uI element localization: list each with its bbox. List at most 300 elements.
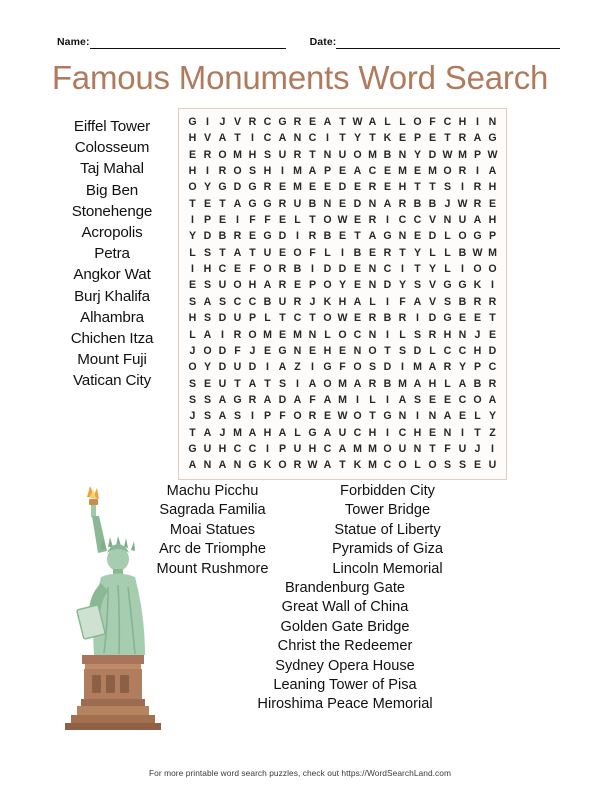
grid-cell[interactable]: C — [293, 312, 302, 325]
grid-cell[interactable]: H — [458, 115, 467, 128]
grid-cell[interactable]: A — [188, 459, 197, 472]
grid-cell[interactable]: O — [188, 181, 197, 194]
grid-cell[interactable]: R — [443, 361, 452, 374]
grid-cell[interactable]: E — [338, 344, 347, 357]
grid-cell[interactable]: T — [234, 377, 241, 390]
grid-cell[interactable]: N — [398, 410, 407, 423]
grid-cell[interactable]: B — [428, 197, 437, 210]
grid-cell[interactable]: M — [293, 181, 302, 194]
grid-cell[interactable]: M — [353, 443, 362, 456]
grid-cell[interactable]: E — [308, 181, 317, 194]
grid-cell[interactable]: U — [278, 295, 287, 308]
grid-cell[interactable]: Y — [413, 246, 422, 259]
grid-cell[interactable]: O — [233, 164, 242, 177]
grid-cell[interactable]: E — [473, 459, 482, 472]
grid-cell[interactable]: T — [339, 132, 346, 145]
grid-cell[interactable]: O — [413, 115, 422, 128]
grid-cell[interactable]: J — [219, 115, 226, 128]
grid-cell[interactable]: S — [188, 377, 197, 390]
grid-cell[interactable]: A — [263, 279, 272, 292]
grid-cell[interactable]: S — [443, 181, 452, 194]
grid-cell[interactable]: R — [428, 328, 437, 341]
grid-cell[interactable]: T — [219, 246, 226, 259]
grid-cell[interactable]: R — [293, 115, 302, 128]
grid-cell[interactable]: E — [413, 230, 422, 243]
grid-cell[interactable]: A — [233, 246, 242, 259]
grid-cell[interactable]: P — [248, 312, 257, 325]
grid-cell[interactable]: T — [234, 132, 241, 145]
grid-cell[interactable]: T — [339, 459, 346, 472]
grid-cell[interactable]: M — [413, 361, 422, 374]
grid-cell[interactable]: A — [368, 230, 377, 243]
grid-cell[interactable]: G — [488, 132, 497, 145]
grid-cell[interactable]: L — [369, 295, 376, 308]
grid-cell[interactable]: R — [233, 230, 242, 243]
grid-cell[interactable]: T — [414, 181, 421, 194]
grid-cell[interactable]: I — [476, 164, 479, 177]
grid-cell[interactable]: Z — [489, 426, 496, 439]
grid-cell[interactable]: I — [221, 328, 224, 341]
grid-cell[interactable]: O — [323, 279, 332, 292]
grid-cell[interactable]: O — [473, 393, 482, 406]
grid-cell[interactable]: M — [428, 164, 437, 177]
grid-cell[interactable]: F — [264, 214, 271, 227]
grid-cell[interactable]: V — [428, 295, 437, 308]
word-search-grid[interactable] — [179, 109, 506, 479]
grid-cell[interactable]: S — [218, 295, 227, 308]
grid-cell[interactable]: Y — [413, 148, 422, 161]
grid-cell[interactable]: L — [324, 246, 331, 259]
grid-cell[interactable]: A — [413, 295, 422, 308]
grid-cell[interactable]: E — [428, 132, 437, 145]
grid-cell[interactable]: M — [293, 328, 302, 341]
grid-cell[interactable]: O — [323, 377, 332, 390]
grid-cell[interactable]: H — [323, 344, 332, 357]
grid-cell[interactable]: E — [338, 230, 347, 243]
grid-cell[interactable]: G — [323, 361, 332, 374]
grid-cell[interactable]: E — [323, 181, 332, 194]
grid-cell[interactable]: U — [218, 377, 227, 390]
grid-cell[interactable]: I — [296, 377, 299, 390]
grid-cell[interactable]: O — [488, 263, 497, 276]
grid-cell[interactable]: O — [353, 148, 362, 161]
grid-cell[interactable]: I — [476, 115, 479, 128]
grid-cell[interactable]: R — [203, 148, 212, 161]
grid-cell[interactable]: G — [473, 230, 482, 243]
grid-cell[interactable]: O — [473, 263, 482, 276]
grid-cell[interactable]: C — [398, 426, 407, 439]
grid-cell[interactable]: U — [233, 312, 242, 325]
grid-cell[interactable]: M — [338, 377, 347, 390]
grid-cell[interactable]: N — [368, 279, 377, 292]
grid-cell[interactable]: W — [457, 197, 468, 210]
grid-cell[interactable]: B — [458, 246, 467, 259]
grid-cell[interactable]: E — [323, 410, 332, 423]
grid-cell[interactable]: O — [428, 459, 437, 472]
grid-cell[interactable]: L — [429, 344, 436, 357]
grid-cell[interactable]: W — [337, 410, 348, 423]
grid-cell[interactable]: L — [429, 246, 436, 259]
grid-cell[interactable]: W — [352, 115, 363, 128]
grid-cell[interactable]: E — [338, 197, 347, 210]
grid-cell[interactable]: T — [354, 230, 361, 243]
grid-cell[interactable]: T — [429, 181, 436, 194]
grid-cell[interactable]: L — [384, 115, 391, 128]
grid-cell[interactable]: P — [488, 230, 497, 243]
grid-cell[interactable]: T — [309, 214, 316, 227]
grid-cell[interactable]: P — [413, 132, 422, 145]
grid-cell[interactable]: C — [383, 459, 392, 472]
grid-cell[interactable]: E — [248, 230, 257, 243]
grid-cell[interactable]: I — [191, 263, 194, 276]
grid-cell[interactable]: L — [294, 214, 301, 227]
grid-cell[interactable]: I — [266, 443, 269, 456]
grid-cell[interactable]: P — [473, 148, 482, 161]
grid-cell[interactable]: R — [218, 164, 227, 177]
grid-cell[interactable]: R — [473, 181, 482, 194]
grid-cell[interactable]: S — [398, 344, 407, 357]
grid-cell[interactable]: O — [353, 361, 362, 374]
grid-cell[interactable]: Y — [428, 263, 437, 276]
grid-cell[interactable]: A — [488, 164, 497, 177]
grid-cell[interactable]: E — [308, 344, 317, 357]
grid-cell[interactable]: U — [278, 148, 287, 161]
grid-cell[interactable]: M — [263, 328, 272, 341]
grid-cell[interactable]: S — [188, 295, 197, 308]
grid-cell[interactable]: M — [368, 459, 377, 472]
grid-cell[interactable]: S — [443, 459, 452, 472]
grid-cell[interactable]: R — [383, 246, 392, 259]
grid-cell[interactable]: D — [203, 230, 212, 243]
grid-cell[interactable]: A — [353, 295, 362, 308]
grid-cell[interactable]: C — [263, 115, 272, 128]
grid-cell[interactable]: R — [368, 214, 377, 227]
grid-cell[interactable]: J — [474, 328, 481, 341]
grid-cell[interactable]: G — [443, 312, 452, 325]
grid-cell[interactable]: H — [488, 214, 497, 227]
grid-cell[interactable]: B — [383, 148, 392, 161]
grid-cell[interactable]: D — [428, 148, 437, 161]
grid-cell[interactable]: O — [383, 443, 392, 456]
grid-cell[interactable]: I — [386, 393, 389, 406]
grid-cell[interactable]: R — [398, 312, 407, 325]
grid-cell[interactable]: T — [474, 426, 481, 439]
grid-cell[interactable]: I — [386, 295, 389, 308]
grid-cell[interactable]: C — [398, 214, 407, 227]
grid-cell[interactable]: D — [218, 312, 227, 325]
grid-cell[interactable]: N — [368, 328, 377, 341]
grid-cell[interactable]: E — [398, 132, 407, 145]
word-search-grid-panel[interactable] — [178, 108, 507, 480]
grid-cell[interactable]: I — [356, 393, 359, 406]
grid-cell[interactable]: L — [294, 426, 301, 439]
grid-cell[interactable]: I — [386, 426, 389, 439]
grid-cell[interactable]: I — [311, 361, 314, 374]
grid-cell[interactable]: N — [308, 328, 317, 341]
grid-cell[interactable]: O — [248, 328, 257, 341]
grid-cell[interactable]: Y — [203, 181, 212, 194]
grid-cell[interactable]: J — [189, 410, 196, 423]
grid-cell[interactable]: E — [353, 312, 362, 325]
grid-cell[interactable]: J — [189, 344, 196, 357]
grid-cell[interactable]: F — [399, 295, 406, 308]
grid-cell[interactable]: I — [461, 426, 464, 439]
grid-cell[interactable]: K — [263, 459, 272, 472]
grid-cell[interactable]: I — [311, 263, 314, 276]
grid-cell[interactable]: G — [248, 197, 257, 210]
grid-cell[interactable]: R — [458, 164, 467, 177]
grid-cell[interactable]: I — [386, 328, 389, 341]
grid-cell[interactable]: M — [233, 148, 242, 161]
grid-cell[interactable]: D — [383, 279, 392, 292]
grid-cell[interactable]: G — [443, 279, 452, 292]
grid-cell[interactable]: E — [293, 279, 302, 292]
grid-cell[interactable]: M — [368, 443, 377, 456]
grid-cell[interactable]: Y — [353, 132, 362, 145]
grid-cell[interactable]: H — [443, 328, 452, 341]
grid-cell[interactable]: N — [443, 426, 452, 439]
grid-cell[interactable]: A — [218, 459, 227, 472]
grid-cell[interactable]: U — [458, 443, 467, 456]
grid-cell[interactable]: M — [338, 393, 347, 406]
grid-cell[interactable]: I — [491, 279, 494, 292]
grid-cell[interactable]: R — [278, 263, 287, 276]
grid-cell[interactable]: L — [369, 393, 376, 406]
grid-cell[interactable]: P — [323, 164, 332, 177]
grid-cell[interactable]: N — [203, 459, 212, 472]
grid-cell[interactable]: A — [278, 426, 287, 439]
grid-cell[interactable]: G — [188, 443, 197, 456]
grid-cell[interactable]: R — [293, 148, 302, 161]
grid-cell[interactable]: O — [203, 344, 212, 357]
grid-cell[interactable]: H — [248, 279, 257, 292]
grid-cell[interactable]: C — [458, 393, 467, 406]
grid-cell[interactable]: A — [398, 393, 407, 406]
grid-cell[interactable]: T — [384, 344, 391, 357]
grid-cell[interactable]: U — [338, 426, 347, 439]
grid-cell[interactable]: C — [353, 328, 362, 341]
grid-cell[interactable]: A — [323, 115, 332, 128]
grid-cell[interactable]: E — [413, 164, 422, 177]
grid-cell[interactable]: B — [458, 295, 467, 308]
grid-cell[interactable]: D — [218, 344, 227, 357]
grid-cell[interactable]: G — [263, 230, 272, 243]
grid-cell[interactable]: C — [488, 361, 497, 374]
grid-cell[interactable]: E — [428, 393, 437, 406]
grid-cell[interactable]: H — [428, 377, 437, 390]
grid-cell[interactable]: S — [443, 295, 452, 308]
grid-cell[interactable]: O — [353, 410, 362, 423]
grid-cell[interactable]: D — [353, 197, 362, 210]
grid-cell[interactable]: T — [369, 132, 376, 145]
grid-cell[interactable]: A — [248, 426, 257, 439]
grid-cell[interactable]: A — [233, 197, 242, 210]
grid-cell[interactable]: L — [189, 246, 196, 259]
grid-cell[interactable]: I — [341, 246, 344, 259]
grid-cell[interactable]: D — [338, 181, 347, 194]
grid-cell[interactable]: D — [428, 230, 437, 243]
grid-cell[interactable]: B — [323, 230, 332, 243]
grid-cell[interactable]: I — [461, 263, 464, 276]
grid-cell[interactable]: Y — [398, 279, 407, 292]
grid-cell[interactable]: I — [191, 214, 194, 227]
grid-cell[interactable]: U — [233, 361, 242, 374]
grid-cell[interactable]: B — [413, 197, 422, 210]
grid-cell[interactable]: A — [488, 393, 497, 406]
grid-cell[interactable]: N — [323, 197, 332, 210]
grid-cell[interactable]: S — [368, 361, 377, 374]
grid-cell[interactable]: H — [398, 181, 407, 194]
grid-cell[interactable]: N — [353, 344, 362, 357]
grid-cell[interactable]: S — [203, 410, 212, 423]
grid-cell[interactable]: M — [398, 164, 407, 177]
grid-cell[interactable]: D — [233, 181, 242, 194]
grid-cell[interactable]: E — [233, 263, 242, 276]
grid-cell[interactable]: O — [443, 164, 452, 177]
grid-cell[interactable]: D — [428, 312, 437, 325]
grid-cell[interactable]: N — [488, 115, 497, 128]
grid-cell[interactable]: W — [307, 459, 318, 472]
grid-cell[interactable]: C — [248, 443, 257, 456]
grid-cell[interactable]: I — [326, 132, 329, 145]
grid-cell[interactable]: C — [233, 443, 242, 456]
grid-cell[interactable]: R — [368, 181, 377, 194]
grid-cell[interactable]: C — [413, 214, 422, 227]
grid-cell[interactable]: A — [323, 393, 332, 406]
grid-cell[interactable]: F — [279, 410, 286, 423]
grid-cell[interactable]: M — [293, 164, 302, 177]
grid-cell[interactable]: O — [263, 263, 272, 276]
grid-cell[interactable]: C — [353, 426, 362, 439]
grid-cell[interactable]: A — [218, 132, 227, 145]
grid-cell[interactable]: C — [443, 344, 452, 357]
grid-cell[interactable]: J — [249, 344, 256, 357]
grid-cell[interactable]: S — [203, 312, 212, 325]
grid-cell[interactable]: E — [203, 377, 212, 390]
grid-cell[interactable]: H — [308, 443, 317, 456]
grid-cell[interactable]: I — [206, 115, 209, 128]
grid-cell[interactable]: R — [368, 312, 377, 325]
grid-cell[interactable]: R — [308, 230, 317, 243]
grid-cell[interactable]: L — [444, 263, 451, 276]
grid-cell[interactable]: S — [278, 377, 287, 390]
grid-cell[interactable]: L — [474, 410, 481, 423]
grid-cell[interactable]: H — [248, 148, 257, 161]
grid-cell[interactable]: E — [353, 214, 362, 227]
grid-cell[interactable]: E — [368, 246, 377, 259]
grid-cell[interactable]: C — [248, 295, 257, 308]
grid-cell[interactable]: E — [308, 115, 317, 128]
grid-cell[interactable]: D — [338, 263, 347, 276]
grid-cell[interactable]: J — [474, 443, 481, 456]
grid-cell[interactable]: U — [398, 443, 407, 456]
grid-cell[interactable]: A — [353, 164, 362, 177]
grid-cell[interactable]: F — [249, 214, 256, 227]
grid-cell[interactable]: P — [308, 279, 317, 292]
grid-cell[interactable]: R — [308, 410, 317, 423]
grid-cell[interactable]: I — [416, 410, 419, 423]
grid-cell[interactable]: R — [488, 377, 497, 390]
grid-cell[interactable]: E — [428, 426, 437, 439]
grid-cell[interactable]: N — [443, 214, 452, 227]
grid-cell[interactable]: W — [337, 312, 348, 325]
grid-cell[interactable]: E — [383, 164, 392, 177]
grid-cell[interactable]: H — [203, 263, 212, 276]
grid-cell[interactable]: S — [263, 148, 272, 161]
grid-cell[interactable]: R — [488, 295, 497, 308]
grid-cell[interactable]: H — [263, 164, 272, 177]
grid-cell[interactable]: L — [444, 230, 451, 243]
grid-cell[interactable]: W — [487, 148, 498, 161]
grid-cell[interactable]: I — [401, 361, 404, 374]
grid-cell[interactable]: O — [368, 344, 377, 357]
grid-cell[interactable]: H — [188, 164, 197, 177]
grid-cell[interactable]: H — [473, 344, 482, 357]
grid-cell[interactable]: F — [429, 115, 436, 128]
grid-cell[interactable]: N — [323, 148, 332, 161]
grid-cell[interactable]: U — [203, 443, 212, 456]
grid-cell[interactable]: O — [218, 148, 227, 161]
grid-cell[interactable]: G — [383, 410, 392, 423]
grid-cell[interactable]: R — [293, 459, 302, 472]
grid-cell[interactable]: T — [369, 410, 376, 423]
grid-cell[interactable]: A — [308, 377, 317, 390]
grid-cell[interactable]: O — [398, 459, 407, 472]
grid-cell[interactable]: I — [461, 181, 464, 194]
grid-cell[interactable]: Y — [188, 230, 197, 243]
grid-cell[interactable]: E — [473, 312, 482, 325]
grid-cell[interactable]: E — [188, 279, 197, 292]
name-input-line[interactable] — [90, 48, 286, 49]
grid-cell[interactable]: F — [309, 246, 316, 259]
grid-cell[interactable]: U — [263, 246, 272, 259]
grid-cell[interactable]: D — [488, 344, 497, 357]
grid-cell[interactable]: C — [323, 443, 332, 456]
grid-cell[interactable]: A — [458, 377, 467, 390]
grid-cell[interactable]: T — [219, 197, 226, 210]
grid-cell[interactable]: R — [368, 377, 377, 390]
grid-cell[interactable]: A — [263, 393, 272, 406]
grid-cell[interactable]: G — [218, 181, 227, 194]
grid-cell[interactable]: S — [413, 328, 422, 341]
grid-cell[interactable]: F — [309, 393, 316, 406]
grid-cell[interactable]: C — [308, 132, 317, 145]
grid-cell[interactable]: G — [233, 393, 242, 406]
grid-cell[interactable]: Y — [458, 361, 467, 374]
grid-cell[interactable]: I — [251, 410, 254, 423]
grid-cell[interactable]: W — [472, 246, 483, 259]
date-input-line[interactable] — [336, 48, 560, 49]
grid-cell[interactable]: H — [368, 426, 377, 439]
grid-cell[interactable]: I — [281, 164, 284, 177]
grid-cell[interactable]: G — [263, 197, 272, 210]
grid-cell[interactable]: U — [338, 148, 347, 161]
grid-cell[interactable]: N — [293, 132, 302, 145]
grid-cell[interactable]: W — [442, 148, 453, 161]
grid-cell[interactable]: F — [249, 263, 256, 276]
grid-cell[interactable]: A — [218, 410, 227, 423]
grid-cell[interactable]: A — [203, 328, 212, 341]
grid-cell[interactable]: F — [339, 361, 346, 374]
grid-cell[interactable]: T — [189, 426, 196, 439]
grid-cell[interactable]: R — [473, 295, 482, 308]
grid-cell[interactable]: C — [368, 164, 377, 177]
grid-cell[interactable]: V — [428, 214, 437, 227]
grid-cell[interactable]: E — [188, 148, 197, 161]
grid-cell[interactable]: D — [383, 361, 392, 374]
grid-cell[interactable]: S — [188, 393, 197, 406]
grid-cell[interactable]: I — [386, 214, 389, 227]
